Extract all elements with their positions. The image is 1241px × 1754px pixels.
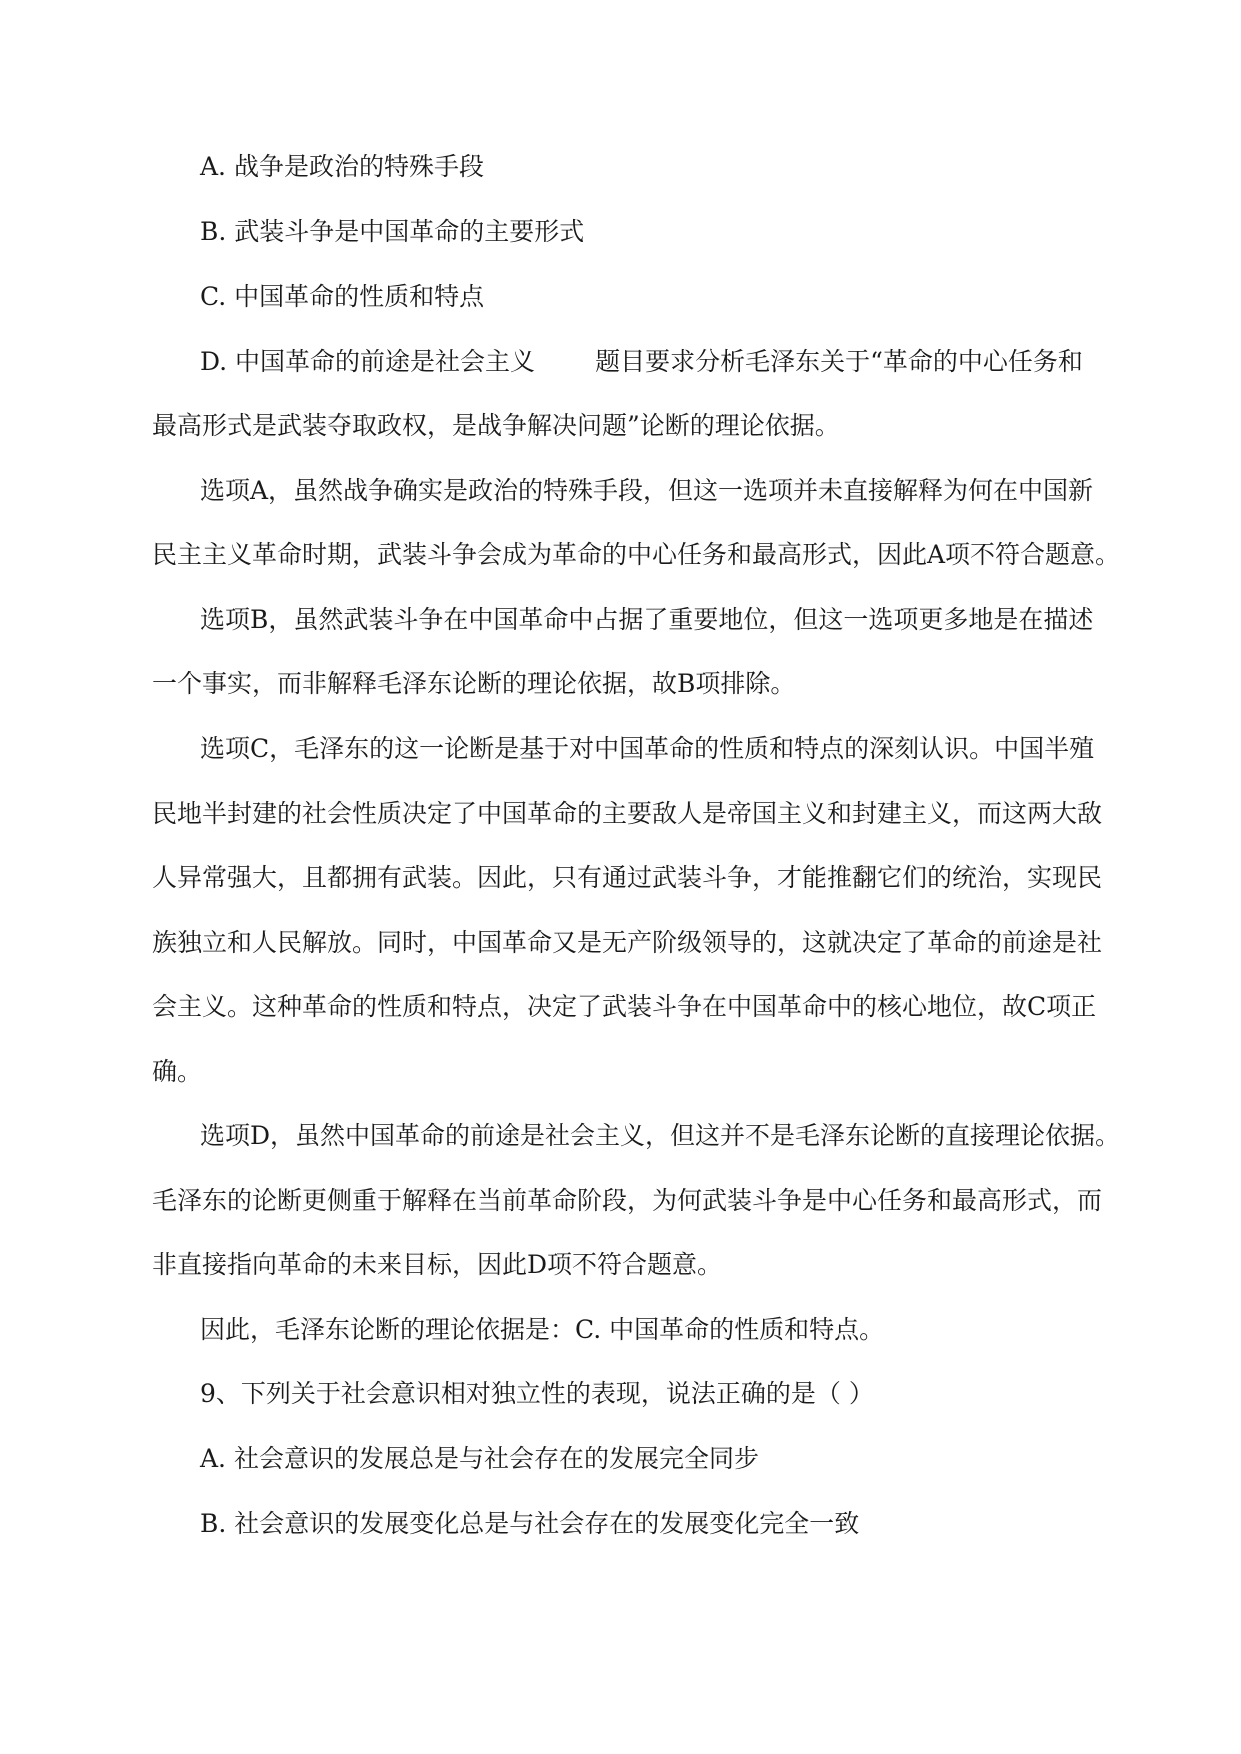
- option-a: A. 战争是政治的特殊手段: [200, 152, 484, 181]
- option-b: B. 武装斗争是中国革命的主要形式: [200, 217, 585, 246]
- paragraph-c-line-4: 族独立和人民解放。同时，中国革命又是无产阶级领导的，这就决定了革命的前途是社: [152, 928, 1103, 957]
- paragraph-c-line-1: 选项C，毛泽东的这一论断是基于对中国革命的性质和特点的深刻认识。中国半殖: [200, 734, 1095, 763]
- paragraph-b-line-1: 选项B，虽然武装斗争在中国革命中占据了重要地位，但这一选项更多地是在描述: [200, 605, 1094, 634]
- analysis-intro-cont: 最高形式是武装夺取政权，是战争解决问题”论断的理论依据。: [152, 411, 840, 440]
- question-9: 9、下列关于社会意识相对独立性的表现，说法正确的是（ ）: [200, 1379, 874, 1408]
- paragraph-c-line-3: 人异常强大，且都拥有武装。因此，只有通过武装斗争，才能推翻它们的统治，实现民: [152, 863, 1103, 892]
- paragraph-c-line-5: 会主义。这种革命的性质和特点，决定了武装斗争在中国革命中的核心地位，故C项正: [152, 992, 1097, 1021]
- conclusion: 因此，毛泽东论断的理论依据是：C. 中国革命的性质和特点。: [200, 1315, 885, 1344]
- question-9-option-a: A. 社会意识的发展总是与社会存在的发展完全同步: [200, 1444, 759, 1473]
- paragraph-d-line-1: 选项D，虽然中国革命的前途是社会主义，但这并不是毛泽东论断的直接理论依据。: [200, 1121, 1121, 1150]
- question-9-option-b: B. 社会意识的发展变化总是与社会存在的发展变化完全一致: [200, 1509, 860, 1538]
- analysis-intro: 题目要求分析毛泽东关于“革命的中心任务和: [595, 347, 1083, 376]
- option-d: D. 中国革命的前途是社会主义: [200, 347, 536, 376]
- paragraph-c-line-6: 确。: [152, 1057, 203, 1086]
- option-c: C. 中国革命的性质和特点: [200, 282, 485, 311]
- paragraph-d-line-3: 非直接指向革命的未来目标，因此D项不符合题意。: [152, 1250, 723, 1279]
- paragraph-d-line-2: 毛泽东的论断更侧重于解释在当前革命阶段，为何武装斗争是中心任务和最高形式，而: [152, 1186, 1103, 1215]
- paragraph-c-line-2: 民地半封建的社会性质决定了中国革命的主要敌人是帝国主义和封建主义，而这两大敌: [152, 799, 1103, 828]
- paragraph-a-line-2: 民主主义革命时期，武装斗争会成为革命的中心任务和最高形式，因此A项不符合题意。: [152, 540, 1121, 569]
- paragraph-a-line-1: 选项A，虽然战争确实是政治的特殊手段，但这一选项并未直接解释为何在中国新: [200, 476, 1094, 505]
- paragraph-b-line-2: 一个事实，而非解释毛泽东论断的理论依据，故B项排除。: [152, 669, 796, 698]
- option-d-line: [0, 345, 1241, 379]
